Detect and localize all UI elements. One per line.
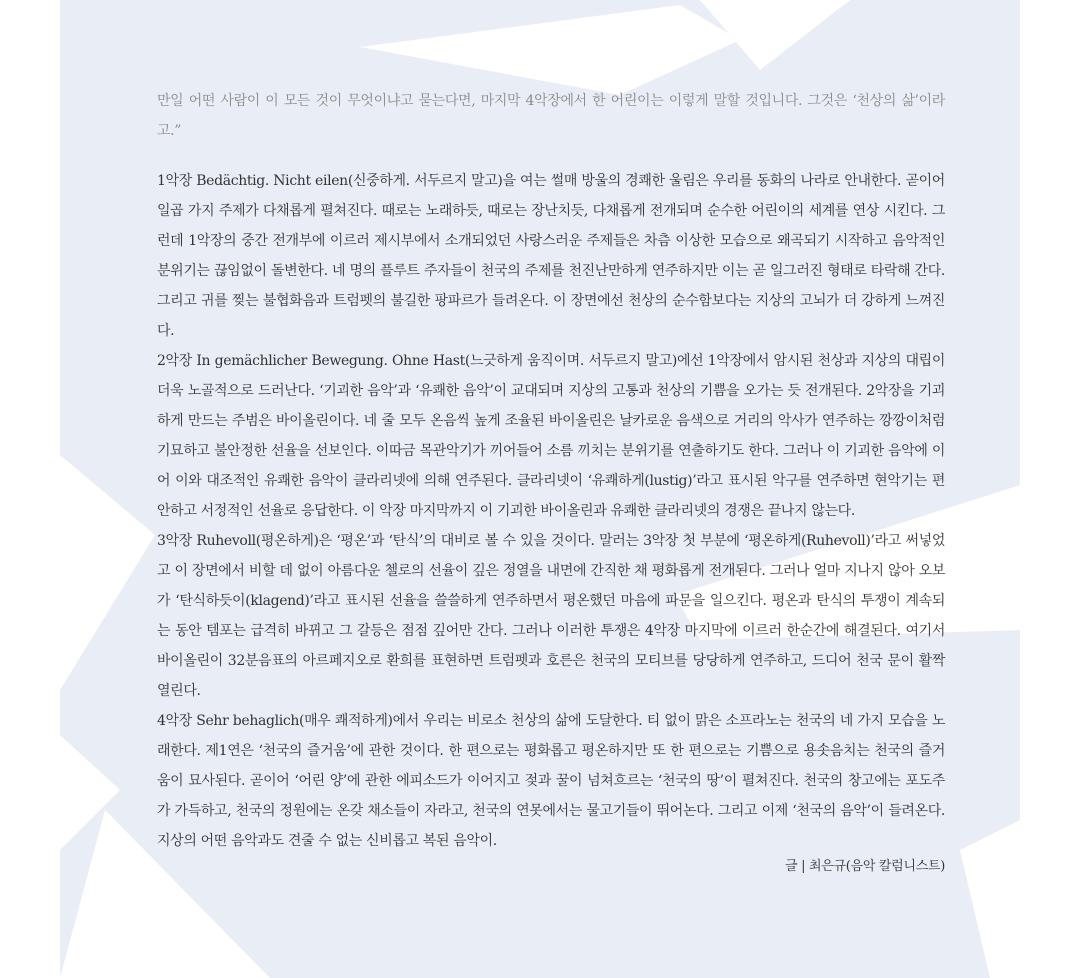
decorative-shard bbox=[60, 455, 155, 690]
movement-descriptions bbox=[157, 166, 945, 856]
author-byline: 글 | 최은규(음악 칼럼니스트) bbox=[785, 859, 945, 874]
movement-1-paragraph: 1악장 Bedächtig. Nicht eilen(신중하게. 서두르지 말고)을 여는 썰매 방울의 경쾌한 울림은 우리를 동화의 나라로 안내한다. 곧이어 일곱 가지 주제가 다채롭게 펼쳐진다. 때로는 노래하듯, 때로는 장난치듯, 다채롭게 전개되며 순수한 어린이의 세계를 연상 시킨다. 그런데 1악장의 중간 전개부에 이르러 제시부에서 소개되었던 사랑스러운 주제들은 차츰 이상한 모습으로 왜곡되기 시작하고 음악적인 분위기는 끊임없이 돌변한다. 네 명의 플루트 주자들이 천국의 주제를 천진난만하게 연주하지만 이는 곧 일그러진 형태로 타락해 간다. 그리고 귀를 찢는 불협화음과 트럼펫의 불길한 팡파르가 들려온다. 이 장면에선 천상의 순수함보다는 지상의 고뇌가 더 강하게 느껴진다. bbox=[157, 173, 945, 339]
article-body bbox=[157, 86, 945, 878]
movement-2-paragraph: 2악장 In gemächlicher Bewegung. Ohne Hast(느긋하게 움직이며. 서두르지 말고)에선 1악장에서 암시된 천상과 지상의 대립이 더욱 노골적으로 드러난다. ‘기괴한 음악’과 ‘유쾌한 음악’이 교대되며 지상의 고통과 천상의 기쁨을 오가는 듯 전개된다. 2악장을 기괴하게 만드는 주범은 바이올린이다. 네 줄 모두 온음씩 높게 조율된 바이올린은 날카로운 음색으로 거리의 악사가 연주하는 깡깡이처럼 기묘하고 불안정한 선율을 선보인다. 이따금 목관악기가 끼어들어 소름 끼치는 분위기를 연출하기도 한다. 그러나 이 기괴한 음악에 이어 이와 대조적인 유쾌한 음악이 클라리넷에 의해 연주된다. 클라리넷이 ‘유쾌하게(lustig)’라고 표시된 악구를 연주하면 현악기는 편안하고 서정적인 선율로 응답한다. 이 악장 마지막까지 이 기괴한 바이올린과 유쾌한 클라리넷의 경쟁은 끝나지 않는다. bbox=[157, 353, 945, 519]
intro-quote: 만일 어떤 사람이 이 모든 것이 무엇이냐고 묻는다면, 마지막 4악장에서 한 어린이는 이렇게 말할 것입니다. 그것은 ‘천상의 삶’이라고.” bbox=[157, 93, 945, 139]
movement-3-paragraph: 3악장 Ruhevoll(평온하게)은 ‘평온’과 ‘탄식’의 대비로 볼 수 있을 것이다. 말러는 3악장 첫 부분에 ‘평온하게(Ruhevoll)’라고 써넣었고 이 장면에서 비할 데 없이 아름다운 첼로의 선율이 깊은 정열을 내면에 간직한 채 평화롭게 전개된다. 그러나 얼마 지나지 않아 오보가 ‘탄식하듯이(klagend)’라고 표시된 선율을 쓸쓸하게 연주하면서 평온했던 마음에 파문을 일으킨다. 평온과 탄식의 투쟁이 계속되는 동안 템포는 급격히 바뀌고 그 갈등은 점점 깊어만 간다. 그러나 이러한 투쟁은 4악장 마지막에 이르러 한순간에 해결된다. 여기서 바이올린이 32분음표의 아르페지오로 환희를 표현하면 트럼펫과 호른은 천국의 모티브를 당당하게 연주하고, 드디어 천국 문이 활짝 열린다. bbox=[157, 533, 945, 699]
movement-4-paragraph: 4악장 Sehr behaglich(매우 쾌적하게)에서 우리는 비로소 천상의 삶에 도달한다. 티 없이 맑은 소프라노는 천국의 네 가지 모습을 노래한다. 제1연은 ‘천국의 즐거움’에 관한 것이다. 한 편으로는 평화롭고 평온하지만 또 한 편으로는 기쁨으로 용솟음치는 천국의 즐거움이 묘사된다. 곧이어 ‘어린 양’에 관한 에피소드가 이어지고 젖과 꿀이 넘쳐흐르는 ‘천국의 땅’이 펼쳐진다. 천국의 창고에는 포도주가 가득하고, 천국의 정원에는 온갖 채소들이 자라고, 천국의 연못에서는 물고기들이 뛰어논다. 그리고 이제 ‘천국의 음악’이 들려온다. 지상의 어떤 음악과도 견줄 수 없는 신비롭고 복된 음악이. bbox=[157, 713, 945, 849]
decorative-shard bbox=[360, 5, 740, 95]
decorative-shard bbox=[960, 820, 1020, 978]
article-page bbox=[60, 0, 1020, 978]
